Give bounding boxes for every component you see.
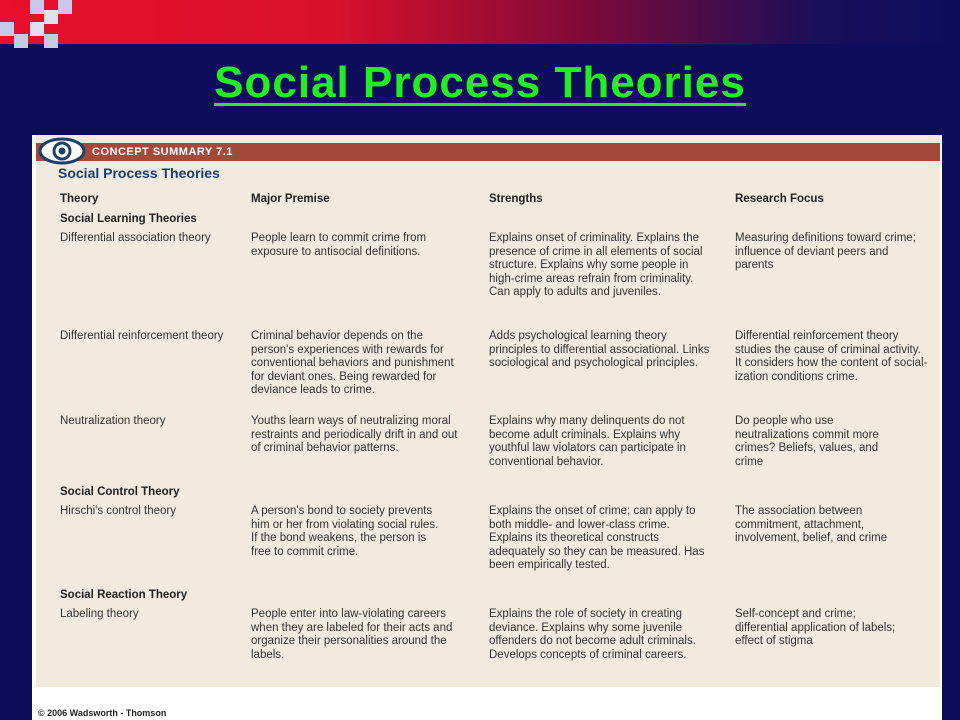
cell-strengths: Explains the onset of crime; can apply to both middle- and lower-class crime. Explains its theoretical constructs adequately so they can be measured. Has been empirically tested. — [489, 505, 705, 571]
concept-summary-label: CONCEPT SUMMARY 7.1 — [92, 146, 233, 158]
cell-premise: Criminal behavior depends on the person's experiences with rewards for conventional behaviors and punishment for deviant ones. Being rewarded for deviance leads to crime. — [251, 330, 454, 396]
cell-focus: Do people who use neutralizations commit more crimes? Beliefs, values, and crime — [735, 415, 879, 468]
group-social-learning: Social Learning Theories — [60, 213, 197, 225]
eye-icon — [38, 137, 86, 165]
cell-premise: A person's bond to society prevents him or her from violating social rules. If the bond weakens, the person is free to commit crime. — [251, 505, 439, 558]
concept-summary-title: Social Process Theories — [58, 165, 220, 181]
decor-squares — [0, 0, 80, 56]
cell-focus: The association between commitment, attachment, involvement, belief, and crime — [735, 505, 888, 544]
cell-theory: Hirschi's control theory — [60, 505, 176, 517]
col-theory: Theory — [60, 193, 99, 205]
cell-strengths: Explains why many delinquents do not become adult criminals. Explains why youthful law violators can participate in conventional behavior. — [489, 415, 686, 468]
cell-strengths: Explains the role of society in creating deviance. Explains why some juvenile offenders do not become adult criminals. Develops concepts of criminal careers. — [489, 608, 696, 661]
cell-premise: Youths learn ways of neutralizing moral restraints and periodically drift in and out of criminal behavior patterns. — [251, 415, 458, 454]
col-major-premise: Major Premise — [251, 193, 330, 205]
cell-premise: People enter into law-violating careers when they are labeled for their acts and organize their personalities around the labels. — [251, 608, 453, 661]
copyright-text: © 2006 Wadsworth - Thomson — [38, 708, 167, 718]
col-research-focus: Research Focus — [735, 193, 824, 205]
slide-title: Social Process Theories — [214, 58, 746, 107]
concept-summary-header — [36, 143, 940, 161]
cell-focus: Measuring definitions toward crime; influence of deviant peers and parents — [735, 232, 916, 271]
group-social-control: Social Control Theory — [60, 486, 180, 498]
cell-theory: Neutralization theory — [60, 415, 166, 427]
cell-strengths: Adds psychological learning theory principles to differential associational. Links sociological and psychological principles. — [489, 330, 710, 369]
cell-strengths: Explains onset of criminality. Explains the presence of crime in all elements of social structure. Explains why some people in high-crime areas refrain from criminality. Can apply to adults and juveniles. — [489, 232, 703, 298]
top-decor-bar — [0, 0, 960, 44]
cell-premise: People learn to commit crime from exposure to antisocial definitions. — [251, 232, 427, 258]
cell-theory: Labeling theory — [60, 608, 139, 620]
cell-theory: Differential reinforcement theory — [60, 330, 224, 342]
group-social-reaction: Social Reaction Theory — [60, 589, 188, 601]
concept-summary-table — [36, 135, 940, 687]
cell-focus: Differential reinforcement theory studies the cause of criminal activity. It considers how the content of social-ization conditions crime. — [735, 330, 928, 383]
cell-theory: Differential association theory — [60, 232, 211, 244]
cell-focus: Self-concept and crime; differential application of labels; effect of stigma — [735, 608, 896, 647]
col-strengths: Strengths — [489, 193, 543, 205]
content-panel — [32, 135, 942, 720]
